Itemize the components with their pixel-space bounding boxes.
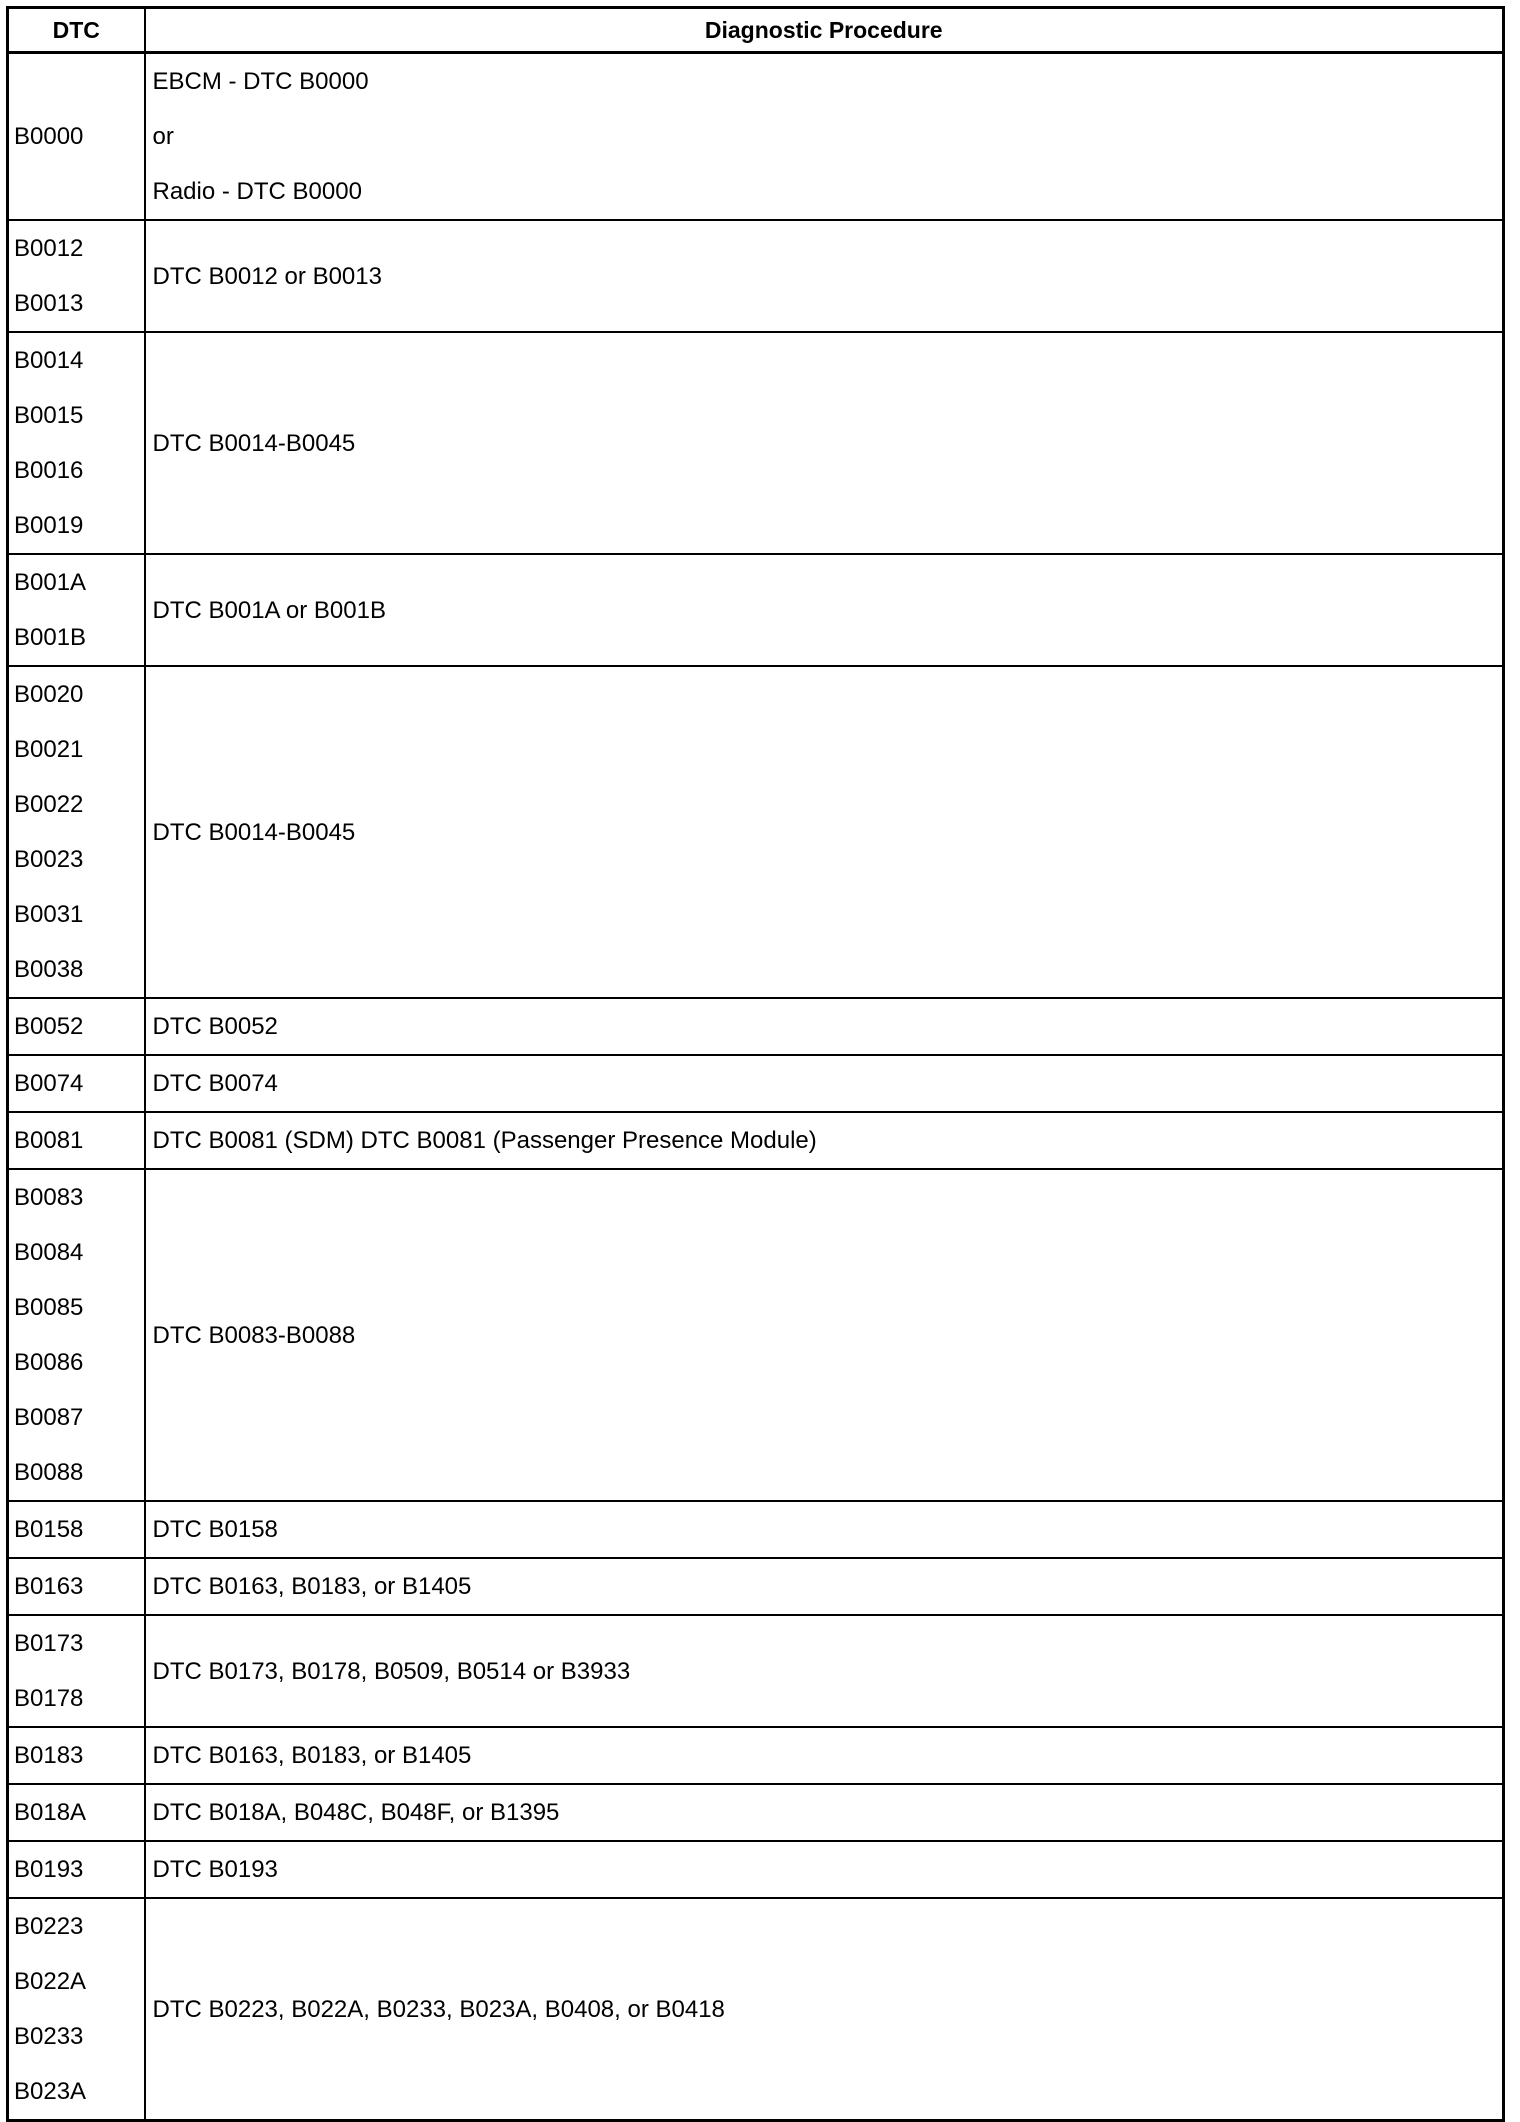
procedure-text: DTC B0173, B0178, B0509, B0514 or B3933 (152, 1657, 631, 1685)
dtc-code: B0074 (14, 1070, 84, 1097)
dtc-code: B0023 (14, 846, 84, 873)
dtc-code: B0183 (14, 1742, 84, 1769)
dtc-code: B0163 (14, 1573, 84, 1600)
dtc-code: B0015 (14, 402, 84, 429)
table-row (8, 554, 1504, 666)
dtc-cell (8, 1898, 145, 2121)
procedure-cell (145, 1898, 1504, 2121)
procedure-cell (145, 666, 1504, 998)
dtc-cell (8, 1615, 145, 1727)
procedure-text: DTC B0014-B0045 (152, 429, 356, 457)
table-row (8, 1112, 1504, 1169)
procedure-text: DTC B0223, B022A, B0233, B023A, B0408, or B0418 (152, 1995, 725, 2023)
dtc-cell (8, 1727, 145, 1784)
table-row (8, 1898, 1504, 2121)
dtc-code: B0233 (14, 2023, 84, 2050)
procedure-cell (145, 1784, 1504, 1841)
dtc-code: B0087 (14, 1404, 84, 1431)
dtc-code: B0014 (14, 347, 84, 374)
dtc-procedure-table (6, 6, 1505, 2122)
dtc-cell (8, 332, 145, 554)
dtc-code: B0031 (14, 901, 84, 928)
dtc-cell (8, 1169, 145, 1501)
table-header (8, 8, 1504, 53)
dtc-code: B0158 (14, 1516, 84, 1543)
table-row (8, 1501, 1504, 1558)
table-row (8, 666, 1504, 998)
procedure-text: Radio - DTC B0000 (152, 178, 362, 205)
table-row (8, 332, 1504, 554)
procedure-cell (145, 554, 1504, 666)
table-row (8, 1558, 1504, 1615)
dtc-code: B0013 (14, 290, 84, 317)
dtc-cell (8, 666, 145, 998)
dtc-cell (8, 554, 145, 666)
dtc-code: B0016 (14, 457, 84, 484)
procedure-text: DTC B018A, B048C, B048F, or B1395 (152, 1799, 560, 1826)
table-row (8, 1055, 1504, 1112)
dtc-code: B001B (14, 624, 87, 651)
procedure-text: DTC B0052 (152, 1013, 278, 1040)
procedure-cell (145, 998, 1504, 1055)
dtc-code: B022A (14, 1968, 87, 1995)
header-row (8, 8, 1504, 53)
procedure-cell (145, 1841, 1504, 1898)
dtc-code: B0178 (14, 1685, 84, 1712)
procedure-cell (145, 1055, 1504, 1112)
procedure-text: DTC B0081 (SDM) DTC B0081 (Passenger Presence Module) (152, 1127, 817, 1154)
procedure-cell (145, 1501, 1504, 1558)
header-diagnostic-procedure: Diagnostic Procedure (145, 8, 1504, 53)
procedure-text: DTC B0163, B0183, or B1405 (152, 1742, 472, 1769)
dtc-code: B0173 (14, 1630, 84, 1657)
table-row (8, 1841, 1504, 1898)
procedure-cell (145, 1615, 1504, 1727)
procedure-text: DTC B0193 (152, 1856, 278, 1883)
procedure-cell (145, 1727, 1504, 1784)
dtc-code: B0038 (14, 956, 84, 983)
dtc-code: B0084 (14, 1239, 84, 1266)
dtc-code: B0012 (14, 235, 84, 262)
table-row (8, 53, 1504, 221)
procedure-cell (145, 1112, 1504, 1169)
procedure-text: DTC B001A or B001B (152, 596, 386, 624)
dtc-code: B0022 (14, 791, 84, 818)
dtc-code: B023A (14, 2078, 87, 2105)
table-row (8, 998, 1504, 1055)
dtc-code: B0223 (14, 1913, 84, 1940)
procedure-text: DTC B0014-B0045 (152, 818, 356, 846)
dtc-code: B0000 (14, 123, 84, 150)
procedure-text: EBCM - DTC B0000 (152, 68, 369, 95)
dtc-cell (8, 998, 145, 1055)
procedure-text: or (152, 123, 174, 150)
dtc-code: B0021 (14, 736, 84, 763)
dtc-cell (8, 220, 145, 332)
procedure-text: DTC B0163, B0183, or B1405 (152, 1573, 472, 1600)
procedure-cell (145, 220, 1504, 332)
dtc-code: B0020 (14, 681, 84, 708)
dtc-cell (8, 1112, 145, 1169)
dtc-cell (8, 53, 145, 221)
dtc-code: B0086 (14, 1349, 84, 1376)
table-row (8, 1615, 1504, 1727)
dtc-cell (8, 1055, 145, 1112)
procedure-text: DTC B0012 or B0013 (152, 262, 382, 290)
dtc-cell (8, 1841, 145, 1898)
table-row (8, 1727, 1504, 1784)
table-body (8, 53, 1504, 2121)
procedure-text: DTC B0083-B0088 (152, 1321, 356, 1349)
procedure-text: DTC B0074 (152, 1070, 278, 1097)
dtc-code: B001A (14, 569, 87, 596)
procedure-cell (145, 53, 1504, 221)
dtc-code: B0085 (14, 1294, 84, 1321)
dtc-code: B0081 (14, 1127, 84, 1154)
dtc-cell (8, 1784, 145, 1841)
dtc-code: B0088 (14, 1459, 84, 1486)
table-row (8, 1169, 1504, 1501)
dtc-code: B018A (14, 1799, 87, 1826)
dtc-code: B0083 (14, 1184, 84, 1211)
dtc-code: B0193 (14, 1856, 84, 1883)
dtc-code: B0019 (14, 512, 84, 539)
procedure-text: DTC B0158 (152, 1516, 278, 1543)
header-dtc: DTC (8, 8, 145, 53)
procedure-cell (145, 332, 1504, 554)
table-row (8, 220, 1504, 332)
dtc-code: B0052 (14, 1013, 84, 1040)
procedure-cell (145, 1558, 1504, 1615)
dtc-cell (8, 1558, 145, 1615)
dtc-cell (8, 1501, 145, 1558)
procedure-cell (145, 1169, 1504, 1501)
table-row (8, 1784, 1504, 1841)
